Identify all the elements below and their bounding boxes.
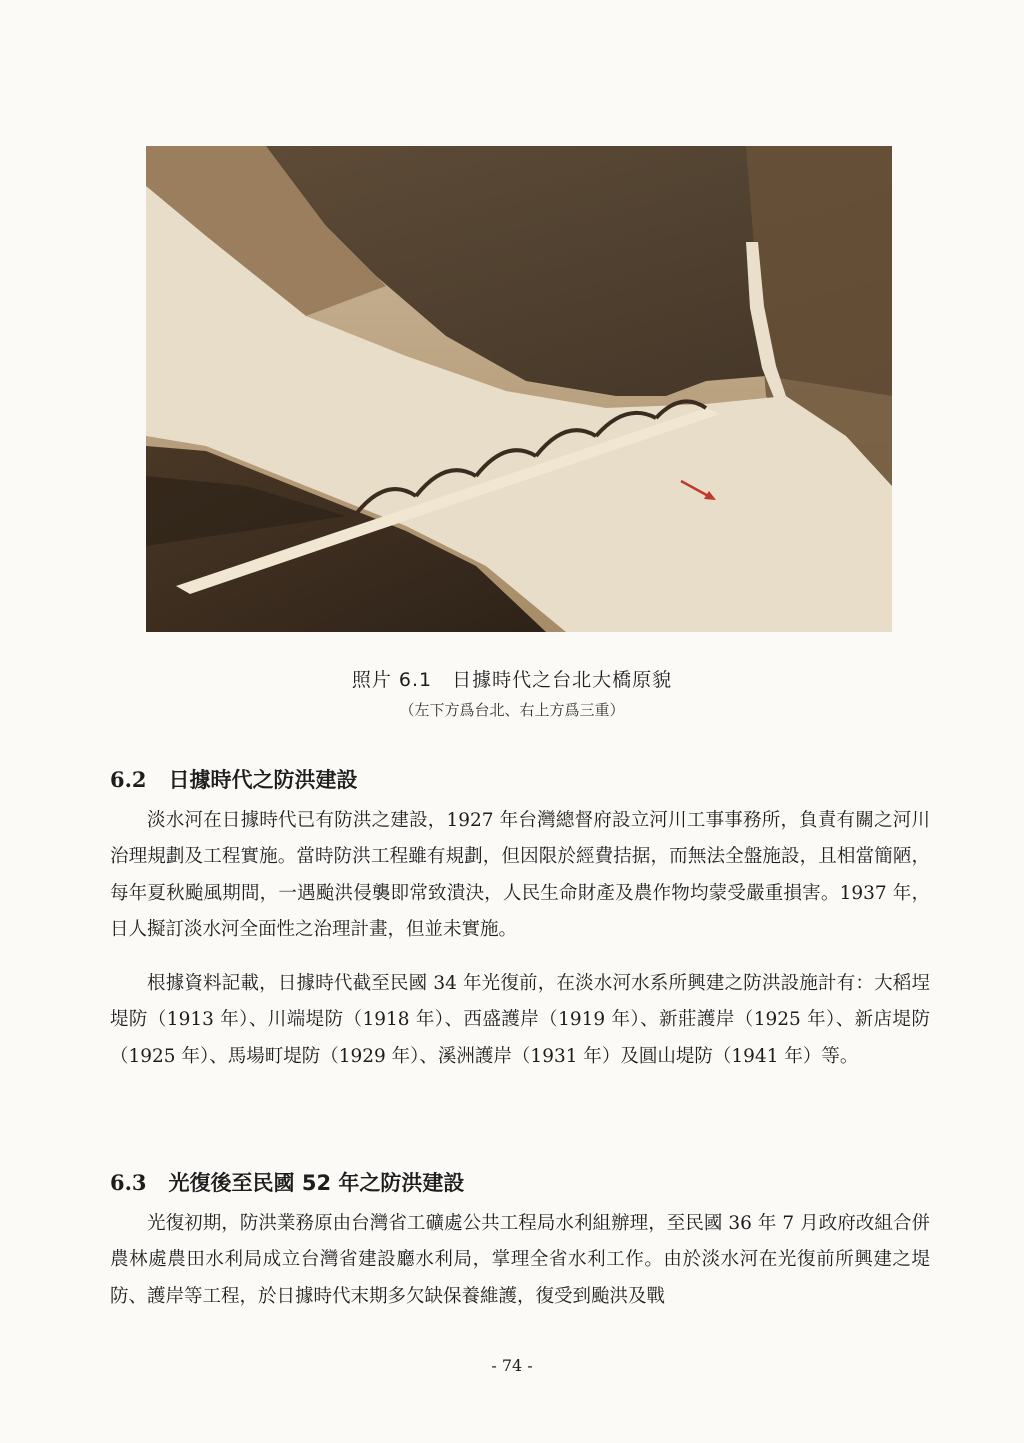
paragraph: 淡水河在日據時代已有防洪之建設，1927 年台灣總督府設立河川工事事務所，負責有關之河川治理規劃及工程實施。當時防洪工程雖有規劃，但因限於經費拮据，而無法全盤施設，且相當簡陋，每年夏秋颱風期間，一遇颱洪侵襲即常致潰決，人民生命財產及農作物均蒙受嚴重損害。1937 年，日人擬訂淡水河全面性之治理計畫，但並未實施。 — [110, 810, 930, 940]
section-number: 6.2 — [110, 767, 147, 792]
paragraph: 根據資料記載，日據時代截至民國 34 年光復前，在淡水河水系所興建之防洪設施計有：大稻埕堤防（1913 年）、川端堤防（1918 年）、西盛護岸（1919 年）、新莊護岸（1925 年）、新店堤防（1925 年）、馬場町堤防（1929 年）、溪洲護岸（1931 年）及圓山堤防（1941 年）等。 — [110, 973, 930, 1067]
section-title: 光復後至民國 52 年之防洪建設 — [168, 1171, 465, 1195]
page-number: - 74 - — [491, 1356, 533, 1375]
photo-caption-title: 照片 6.1 日據時代之台北大橋原貌 — [351, 669, 673, 691]
section-title: 日據時代之防洪建設 — [168, 768, 358, 792]
photo-caption-subtitle: （左下方爲台北、右上方爲三重） — [399, 701, 625, 719]
section-number: 6.3 — [110, 1170, 147, 1195]
section-heading-6-3 — [110, 1167, 464, 1197]
aerial-photo-taipei-bridge — [146, 146, 892, 632]
section-heading-6-2 — [110, 764, 358, 794]
paragraph: 光復初期，防洪業務原由台灣省工礦處公共工程局水利組辦理，至民國 36 年 7 月政府改組合併農林處農田水利局成立台灣省建設廳水利局，掌理全省水利工作。由於淡水河在光復前所興建之堤防、護岸等工程，於日據時代末期多欠缺保養維護，復受到颱洪及戰 — [110, 1213, 930, 1307]
photo-illustration — [146, 146, 892, 632]
